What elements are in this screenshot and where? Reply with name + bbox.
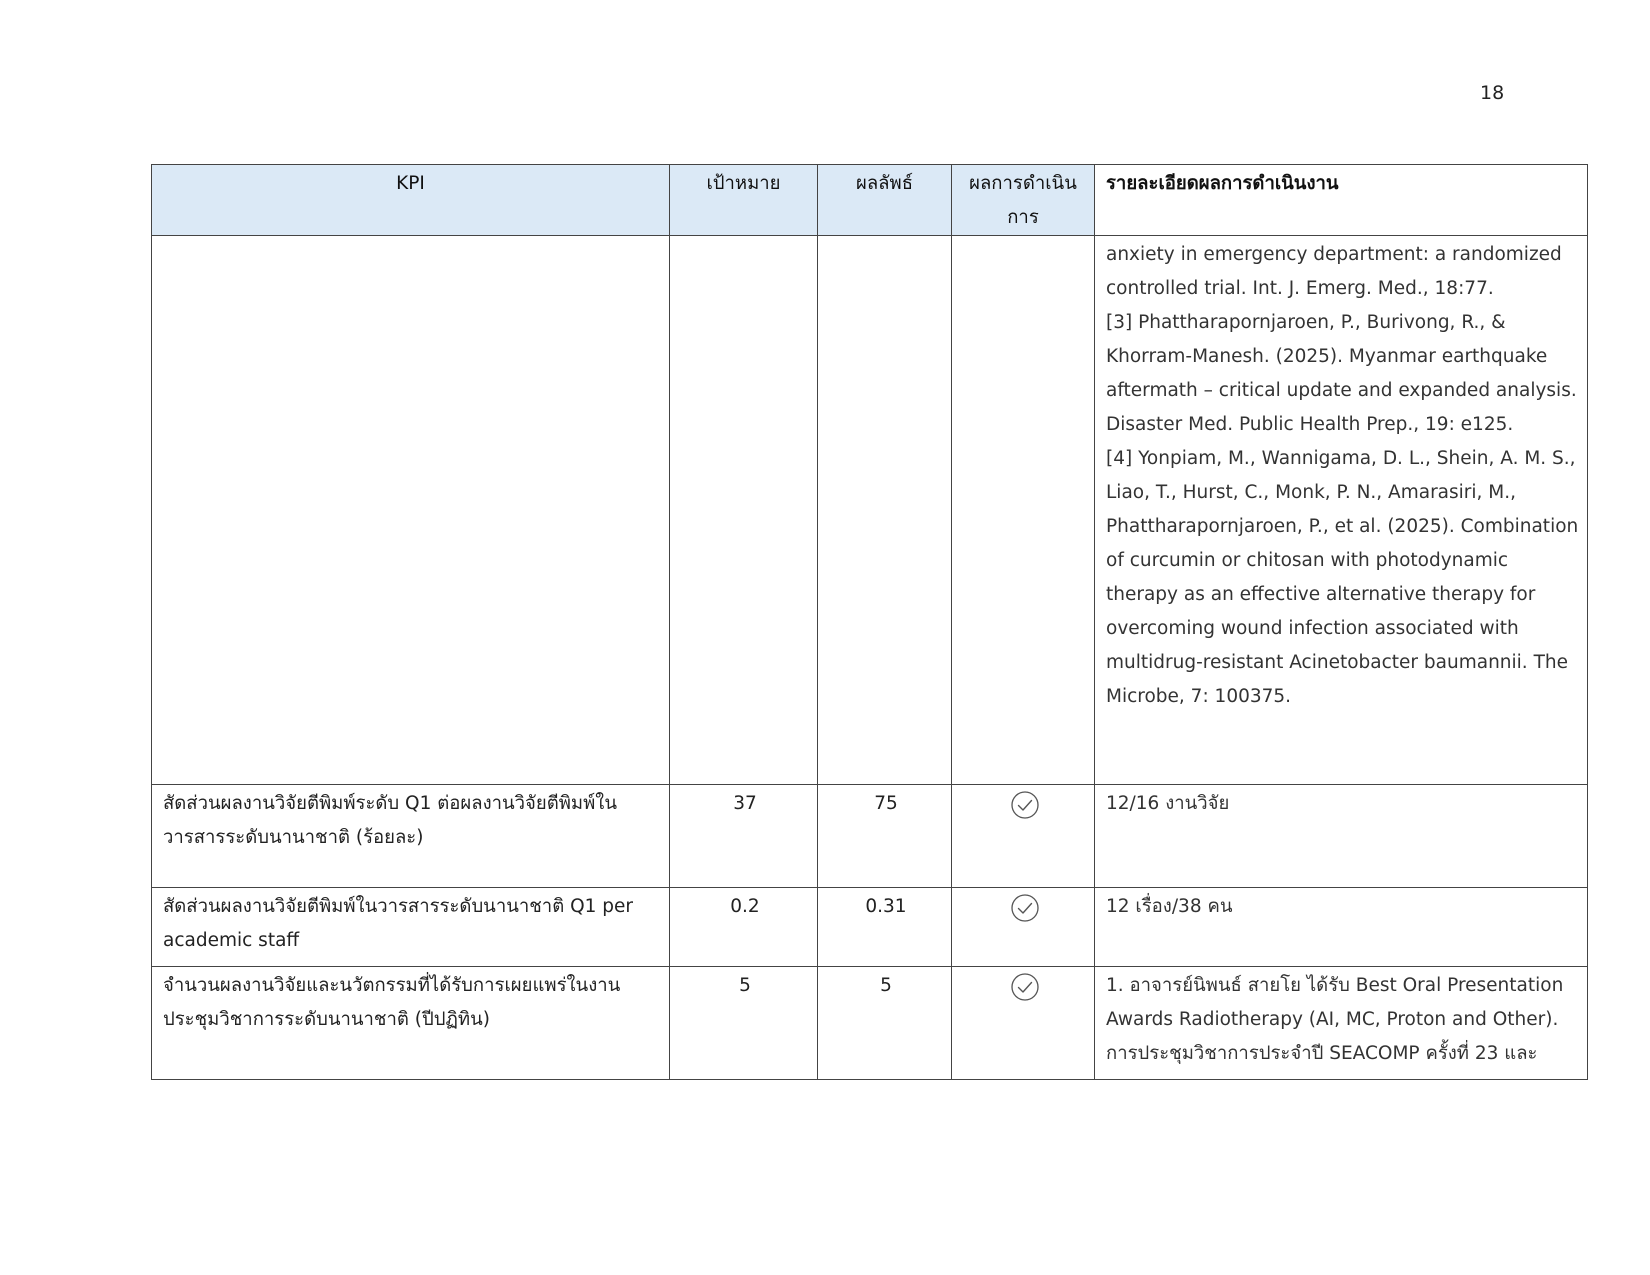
- kpi-cell: สัดส่วนผลงานวิจัยตีพิมพ์ในวารสารระดับนานาชาติ Q1 per academic staff: [152, 888, 670, 967]
- status-cell: [952, 785, 1095, 888]
- table-row: [152, 785, 1588, 888]
- header-kpi: KPI: [152, 165, 670, 236]
- kpi-cell: สัดส่วนผลงานวิจัยตีพิมพ์ระดับ Q1 ต่อผลงานวิจัยตีพิมพ์ในวารสารระดับนานาชาติ (ร้อยละ): [152, 785, 670, 888]
- detail-cell: 12 เรื่อง/38 คน: [1095, 888, 1588, 967]
- result-cell: 0.31: [818, 888, 952, 967]
- detail-cell: anxiety in emergency department: a randomized controlled trial. Int. J. Emerg. Med., 18:77. [3] Phattharapornjaroen, P., Burivong, R., & Khorram-Manesh. (2025). Myanmar earthquake aftermath – critical update and expanded analysis. Disaster Med. Public Health Prep., 19: e125. [4] Yonpiam, M., Wannigama, D. L., Shein, A. M. S., Liao, T., Hurst, C., Monk, P. N., Amarasiri, M., Phattharapornjaroen, P., et al. (2025). Combination of curcumin or chitosan with photodynamic therapy as an effective alternative therapy for overcoming wound infection associated with multidrug-resistant Acinetobacter baumannii. The Microbe, 7: 100375.: [1095, 236, 1588, 785]
- table-row: [152, 967, 1588, 1080]
- kpi-cell: [152, 236, 670, 785]
- status-cell: [952, 888, 1095, 967]
- detail-cell: 12/16 งานวิจัย: [1095, 785, 1588, 888]
- kpi-cell: จำนวนผลงานวิจัยและนวัตกรรมที่ได้รับการเผยแพร่ในงานประชุมวิชาการระดับนานาชาติ (ปีปฏิทิน): [152, 967, 670, 1080]
- kpi-table: [151, 164, 1588, 1080]
- target-cell: 37: [670, 785, 818, 888]
- result-cell: 5: [818, 967, 952, 1080]
- check-circle-icon: [1010, 790, 1040, 820]
- result-cell: 75: [818, 785, 952, 888]
- header-result: ผลลัพธ์: [818, 165, 952, 236]
- target-cell: 5: [670, 967, 818, 1080]
- header-status: ผลการดำเนินการ: [952, 165, 1095, 236]
- detail-cell: 1. อาจารย์นิพนธ์ สายโย ได้รับ Best Oral Presentation Awards Radiotherapy (AI, MC, Proton and Other). การประชุมวิชาการประจำปี SEACOMP ครั้งที่ 23 และ: [1095, 967, 1588, 1080]
- table-row: [152, 236, 1588, 785]
- check-circle-icon: [1010, 893, 1040, 923]
- status-cell: [952, 236, 1095, 785]
- target-cell: 0.2: [670, 888, 818, 967]
- result-cell: [818, 236, 952, 785]
- page-number: 18: [1480, 82, 1505, 104]
- table-row: [152, 888, 1588, 967]
- status-cell: [952, 967, 1095, 1080]
- header-target: เป้าหมาย: [670, 165, 818, 236]
- check-circle-icon: [1010, 972, 1040, 1002]
- header-detail: รายละเอียดผลการดำเนินงาน: [1095, 165, 1588, 236]
- target-cell: [670, 236, 818, 785]
- table-header-row: [152, 165, 1588, 236]
